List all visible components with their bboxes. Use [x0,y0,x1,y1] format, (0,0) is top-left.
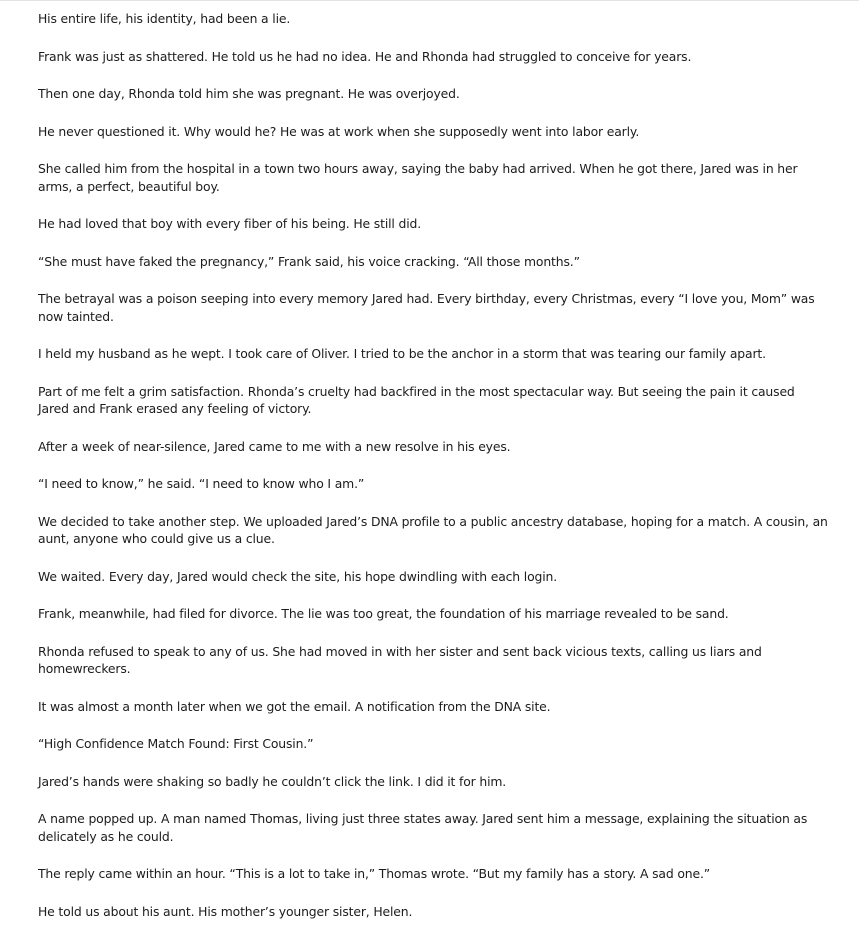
paragraph: A name popped up. A man named Thomas, living just three states away. Jared sent him a message, explaining the situation as delicately as he could. [38,811,808,844]
paragraph: Rhonda refused to speak to any of us. She had moved in with her sister and sent back vicious texts, calling us liars and homewreckers. [38,643,762,676]
paragraph: We decided to take another step. We uploaded Jared’s DNA profile to a public ancestry database, hoping for a match. A cousin, an aunt, anyone who could give us a clue. [38,513,828,546]
paragraph: He never questioned it. Why would he? He was at work when she supposedly went into labor early. [38,123,640,139]
paragraph: He had loved that boy with every fiber of his being. He still did. [38,216,421,231]
paragraph: His entire life, his identity, had been a lie. [38,11,291,26]
paragraph: He told us about his aunt. His mother’s younger sister, Helen. [38,903,413,919]
paragraph: Part of me felt a grim satisfaction. Rhonda’s cruelty had backfired in the most spectacular way. But seeing the pain it caused Jared and Frank erased any feeling of victory. [38,383,795,416]
paragraph: Then one day, Rhonda told him she was pregnant. He was overjoyed. [38,86,460,101]
paragraph: “I need to know,” he said. “I need to know who I am.” [38,476,365,491]
article-body [38,10,828,940]
paragraph: “High Confidence Match Found: First Cousin.” [38,736,314,751]
paragraph: After a week of near-silence, Jared came to me with a new resolve in his eyes. [38,438,511,454]
paragraph: Frank, meanwhile, had filed for divorce. The lie was too great, the foundation of his marriage revealed to be sand. [38,606,729,621]
paragraph: The betrayal was a poison seeping into every memory Jared had. Every birthday, every Christmas, every “I love you, Mom” was now tainted. [38,291,815,324]
paragraph: Jared’s hands were shaking so badly he couldn’t click the link. I did it for him. [38,773,507,789]
top-divider [0,0,859,1]
paragraph: It was almost a month later when we got the email. A notification from the DNA site. [38,698,551,714]
paragraph: I held my husband as he wept. I took care of Oliver. I tried to be the anchor in a storm that was tearing our family apart. [38,346,766,361]
paragraph: She called him from the hospital in a town two hours away, saying the baby had arrived. When he got there, Jared was in her arms, a perfect, beautiful boy. [38,161,798,194]
paragraph: The reply came within an hour. “This is a lot to take in,” Thomas wrote. “But my family has a story. A sad one.” [38,866,711,881]
paragraph: “She must have faked the pregnancy,” Frank said, his voice cracking. “All those months.” [38,253,580,269]
paragraph: Frank was just as shattered. He told us he had no idea. He and Rhonda had struggled to conceive for years. [38,48,692,64]
paragraph: We waited. Every day, Jared would check the site, his hope dwindling with each login. [38,568,558,584]
